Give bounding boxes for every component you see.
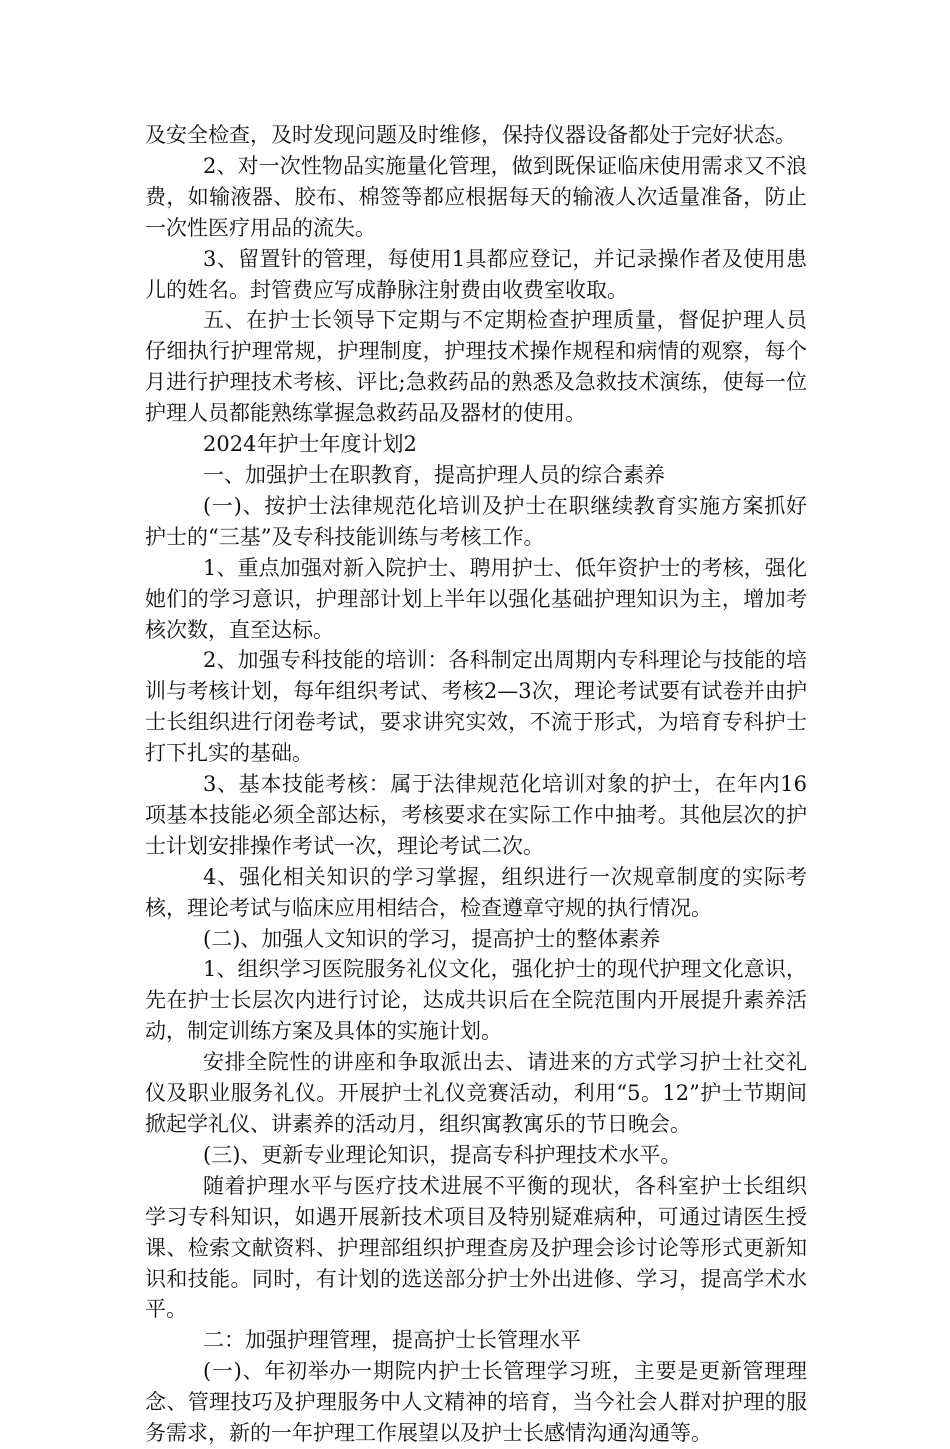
paragraph: (一)、按护士法律规范化培训及护士在职继续教育实施方案抓好护士的“三基”及专科技能训练与考核工作。 [145, 493, 807, 549]
subheading: (三)、更新专业理论知识，提高专科护理技术水平。 [203, 1142, 682, 1167]
paragraph: 五、在护士长领导下定期与不定期检查护理质量，督促护理人员仔细执行护理常规，护理制度，护理技术操作规程和病情的观察，每个月进行护理技术考核、评比;急救药品的熟悉及急救技术演练，使每一位护理人员都能熟练掌握急救药品及器材的使用。 [145, 308, 807, 426]
paragraph: 4、强化相关知识的学习掌握，组织进行一次规章制度的实际考核，理论考试与临床应用相结合，检查遵章守规的执行情况。 [145, 864, 807, 920]
paragraph: 3、基本技能考核：属于法律规范化培训对象的护士，在年内16项基本技能必须全部达标，考核要求在实际工作中抽考。其他层次的护士计划安排操作考试一次，理论考试二次。 [145, 772, 807, 858]
paragraph: 1、重点加强对新入院护士、聘用护士、低年资护士的考核，强化她们的学习意识，护理部计划上半年以强化基础护理知识为主，增加考核次数，直至达标。 [145, 555, 807, 642]
document-body [145, 120, 807, 1449]
paragraph: 2、加强专科技能的培训：各科制定出周期内专科理论与技能的培训与考核计划，每年组织考试、考核2—3次，理论考试要有试卷并由护士长组织进行闭卷考试，要求讲究实效，不流于形式，为培育专科护士打下扎实的基础。 [145, 648, 807, 766]
subheading: (二)、加强人文知识的学习，提高护士的整体素养 [203, 926, 661, 951]
paragraph: 3、留置针的管理，每使用1具都应登记，并记录操作者及使用患儿的姓名。封管费应写成静脉注射费由收费室收取。 [145, 246, 807, 302]
paragraph: (一)、年初举办一期院内护士长管理学习班，主要是更新管理理念、管理技巧及护理服务中人文精神的培育，当今社会人群对护理的服务需求，新的一年护理工作展望以及护士长感情沟通沟通等。 [145, 1359, 807, 1446]
paragraph: 安排全院性的讲座和争取派出去、请进来的方式学习护士社交礼仪及职业服务礼仪。开展护士礼仪竞赛活动，利用“5。12”护士节期间掀起学礼仪、讲素养的活动月，组织寓教寓乐的节日晚会。 [145, 1050, 807, 1136]
paragraph: 1、组织学习医院服务礼仪文化，强化护士的现代护理文化意识，先在护士长层次内进行讨论，达成共识后在全院范围内开展提升素养活动，制定训练方案及具体的实施计划。 [145, 957, 807, 1044]
paragraph: 及安全检查，及时发现问题及时维修，保持仪器设备都处于完好状态。 [145, 123, 796, 147]
paragraph: 随着护理水平与医疗技术进展不平衡的现状，各科室护士长组织学习专科知识，如遇开展新技术项目及特别疑难病种，可通过请医生授课、检索文献资料、护理部组织护理查房及护理会诊讨论等形式更新知识和技能。同时，有计划的选送部分护士外出进修、学习，提高学术水平。 [145, 1173, 807, 1322]
heading: 二：加强护理管理，提高护士长管理水平 [203, 1328, 581, 1353]
paragraph: 2、对一次性物品实施量化管理，做到既保证临床使用需求又不浪费，如输液器、胶布、棉签等都应根据每天的输液人次适量准备，防止一次性医疗用品的流失。 [145, 153, 807, 240]
section-title: 2024年护士年度计划2 [203, 432, 417, 457]
heading: 一、加强护士在职教育，提高护理人员的综合素养 [203, 462, 665, 487]
